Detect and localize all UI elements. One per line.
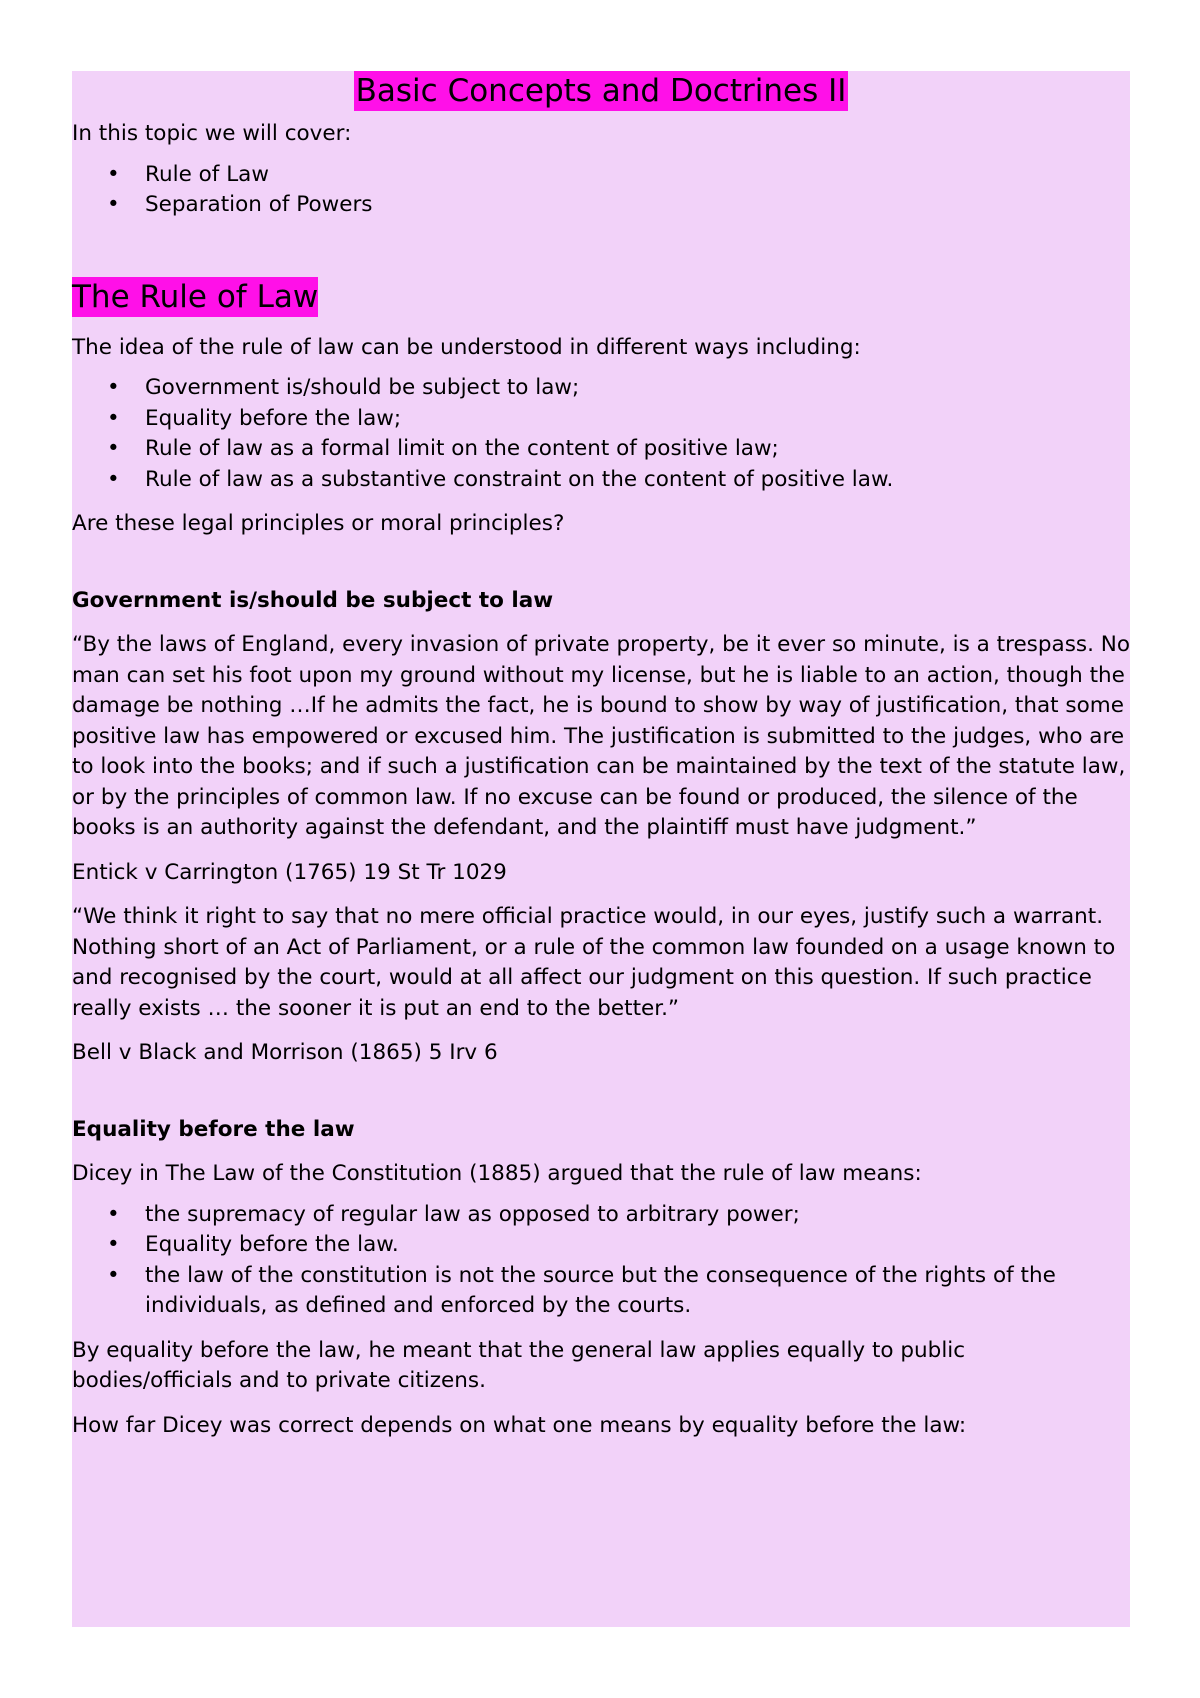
list-item: • the law of the constitution is not the source but the consequence of the rights of the individuals, as defined and enforced by the courts.: [72, 1261, 1130, 1322]
document-content: [72, 71, 1130, 1441]
section-heading-block: [72, 277, 1130, 319]
subheading-government: Government is/should be subject to law: [72, 587, 554, 613]
intro-text: In this topic we will cover:: [72, 121, 352, 146]
subheading-equality: Equality before the law: [72, 1116, 355, 1142]
citation-entick: Entick v Carrington (1765) 19 St Tr 1029: [72, 859, 507, 885]
question-text: Are these legal principles or moral principles?: [72, 511, 565, 536]
list-item: • Separation of Powers: [72, 190, 1130, 221]
list-item: • Equality before the law;: [72, 404, 1130, 435]
section-heading-rule-of-law: The Rule of Law: [72, 278, 319, 315]
equality-paragraph: By equality before the law, he meant that the general law applies equally to public bodies/officials and to private citizens.: [72, 1337, 966, 1393]
intro-list: [72, 160, 1130, 221]
title-block: [72, 71, 1130, 113]
list-item: • Rule of law as a substantive constraint on the content of positive law.: [72, 465, 1130, 496]
list-item: • Government is/should be subject to law;: [72, 373, 1130, 404]
equality-question: How far Dicey was correct depends on what one means by equality before the law:: [72, 1412, 967, 1438]
list-item: • Rule of law as a formal limit on the content of positive law;: [72, 434, 1130, 465]
list-item: • Rule of Law: [72, 160, 1130, 191]
document-title: Basic Concepts and Doctrines II: [355, 73, 847, 109]
quote-bell: “We think it right to say that no mere official practice would, in our eyes, justify such a warrant. Nothing short of an Act of Parliament, or a rule of the common law founded on a usage known to and recognised by the court, would at all affect our judgment on this question. If such practice really exists … the sooner it is put an end to the better.”: [72, 904, 1116, 1021]
list-item: • Equality before the law.: [72, 1230, 1130, 1261]
citation-bell: Bell v Black and Morrison (1865) 5 Irv 6: [72, 1040, 498, 1065]
list-item: • the supremacy of regular law as opposed to arbitrary power;: [72, 1200, 1130, 1231]
section-lead: The idea of the rule of law can be understood in different ways including:: [72, 334, 861, 360]
dicey-list: [72, 1200, 1130, 1322]
equality-lead: Dicey in The Law of the Constitution (1885) argued that the rule of law means:: [72, 1161, 922, 1186]
quote-entick: “By the laws of England, every invasion of private property, be it ever so minute, is a trespass. No man can set his foot upon my ground without my license, but he is liable to an action, though the damage be nothing …If he admits the fact, he is bound to show by way of justification, that some positive law has empowered or excused him. The justification is submitted to the judges, who are to look into the books; and if such a justification can be maintained by the text of the statute law, or by the principles of common law. If no excuse can be found or produced, the silence of the books is an authority against the defendant, and the plaintiff must have judgment.”: [72, 632, 1131, 840]
rule-of-law-list: [72, 373, 1130, 495]
